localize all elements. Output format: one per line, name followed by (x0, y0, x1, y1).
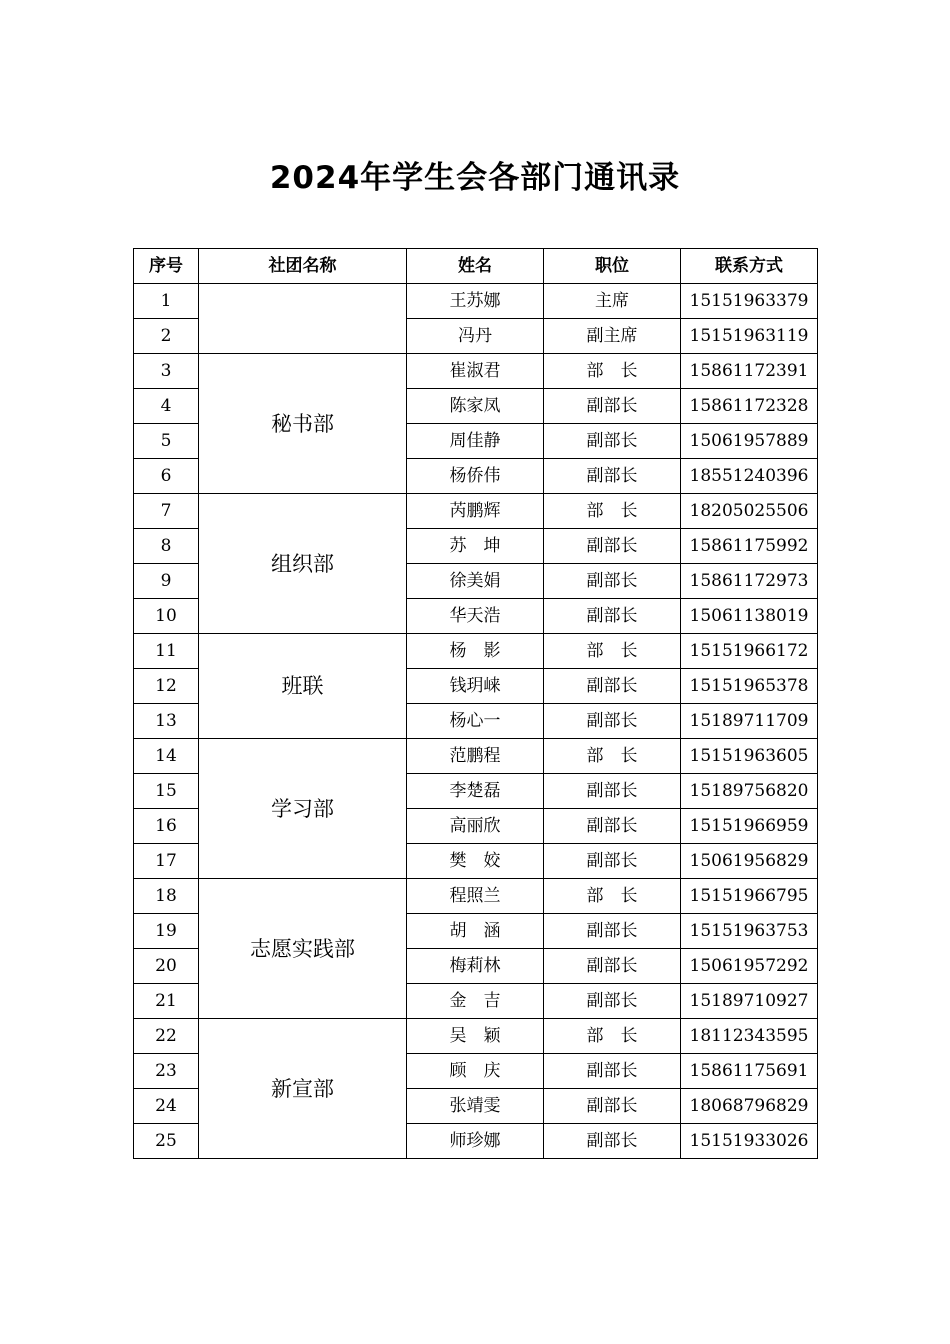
table-body (134, 284, 818, 1159)
phone-cell: 15151965378 (681, 669, 818, 704)
serial-number-cell: 16 (134, 809, 199, 844)
serial-number-cell: 12 (134, 669, 199, 704)
serial-number-cell: 21 (134, 984, 199, 1019)
phone-cell: 15861172973 (681, 564, 818, 599)
position-cell: 副部长 (544, 1124, 681, 1159)
phone-cell: 15861175992 (681, 529, 818, 564)
member-name-cell: 崔淑君 (407, 354, 544, 389)
member-name-cell: 陈家凤 (407, 389, 544, 424)
phone-cell: 15151963119 (681, 319, 818, 354)
member-name-cell: 杨 影 (407, 634, 544, 669)
serial-number-cell: 11 (134, 634, 199, 669)
organization-cell: 组织部 (199, 494, 407, 634)
serial-number-cell: 8 (134, 529, 199, 564)
member-name-cell: 金 吉 (407, 984, 544, 1019)
position-cell: 副部长 (544, 984, 681, 1019)
member-name-cell: 张靖雯 (407, 1089, 544, 1124)
serial-number-cell: 14 (134, 739, 199, 774)
serial-number-cell: 24 (134, 1089, 199, 1124)
organization-cell (199, 284, 407, 354)
organization-cell: 学习部 (199, 739, 407, 879)
position-cell: 副部长 (544, 914, 681, 949)
position-cell: 部 长 (544, 634, 681, 669)
position-cell: 副部长 (544, 599, 681, 634)
position-cell: 副部长 (544, 844, 681, 879)
serial-number-cell: 7 (134, 494, 199, 529)
member-name-cell: 高丽欣 (407, 809, 544, 844)
table-row (134, 879, 818, 914)
table-row (134, 739, 818, 774)
phone-cell: 15151966172 (681, 634, 818, 669)
serial-number-cell: 18 (134, 879, 199, 914)
serial-number-cell: 1 (134, 284, 199, 319)
phone-cell: 15061956829 (681, 844, 818, 879)
table-row (134, 1019, 818, 1054)
contact-table (133, 248, 818, 1159)
member-name-cell: 师珍娜 (407, 1124, 544, 1159)
member-name-cell: 樊 姣 (407, 844, 544, 879)
position-cell: 副部长 (544, 424, 681, 459)
member-name-cell: 梅莉林 (407, 949, 544, 984)
serial-number-cell: 23 (134, 1054, 199, 1089)
serial-number-cell: 10 (134, 599, 199, 634)
phone-cell: 15151933026 (681, 1124, 818, 1159)
phone-cell: 15061957292 (681, 949, 818, 984)
table-row (134, 634, 818, 669)
position-cell: 副部长 (544, 669, 681, 704)
member-name-cell: 杨心一 (407, 704, 544, 739)
position-cell: 部 长 (544, 739, 681, 774)
organization-cell: 新宣部 (199, 1019, 407, 1159)
position-cell: 部 长 (544, 879, 681, 914)
phone-cell: 15151966959 (681, 809, 818, 844)
position-cell: 副部长 (544, 809, 681, 844)
serial-number-cell: 25 (134, 1124, 199, 1159)
serial-number-cell: 15 (134, 774, 199, 809)
position-cell: 副部长 (544, 459, 681, 494)
phone-cell: 15151963379 (681, 284, 818, 319)
phone-cell: 18112343595 (681, 1019, 818, 1054)
phone-cell: 18068796829 (681, 1089, 818, 1124)
serial-number-cell: 6 (134, 459, 199, 494)
member-name-cell: 周佳静 (407, 424, 544, 459)
serial-number-cell: 4 (134, 389, 199, 424)
phone-cell: 18551240396 (681, 459, 818, 494)
serial-number-cell: 17 (134, 844, 199, 879)
phone-cell: 15061138019 (681, 599, 818, 634)
header-serial-number: 序号 (134, 249, 199, 284)
member-name-cell: 程照兰 (407, 879, 544, 914)
page-title: 2024年学生会各部门通讯录 (269, 160, 681, 196)
position-cell: 副部长 (544, 1089, 681, 1124)
position-cell: 副主席 (544, 319, 681, 354)
member-name-cell: 范鹏程 (407, 739, 544, 774)
phone-cell: 15189711709 (681, 704, 818, 739)
position-cell: 部 长 (544, 354, 681, 389)
phone-cell: 15151963605 (681, 739, 818, 774)
member-name-cell: 吴 颖 (407, 1019, 544, 1054)
header-name: 姓名 (407, 249, 544, 284)
serial-number-cell: 22 (134, 1019, 199, 1054)
organization-cell: 秘书部 (199, 354, 407, 494)
phone-cell: 15861172328 (681, 389, 818, 424)
phone-cell: 15861175691 (681, 1054, 818, 1089)
position-cell: 主席 (544, 284, 681, 319)
organization-cell: 志愿实践部 (199, 879, 407, 1019)
position-cell: 副部长 (544, 529, 681, 564)
member-name-cell: 芮鹏辉 (407, 494, 544, 529)
position-cell: 副部长 (544, 1054, 681, 1089)
phone-cell: 15189710927 (681, 984, 818, 1019)
member-name-cell: 苏 坤 (407, 529, 544, 564)
table-row (134, 284, 818, 319)
phone-cell: 15061957889 (681, 424, 818, 459)
organization-cell: 班联 (199, 634, 407, 739)
phone-cell: 15861172391 (681, 354, 818, 389)
member-name-cell: 顾 庆 (407, 1054, 544, 1089)
member-name-cell: 杨侨伟 (407, 459, 544, 494)
member-name-cell: 胡 涵 (407, 914, 544, 949)
table-row (134, 354, 818, 389)
table-row (134, 494, 818, 529)
serial-number-cell: 2 (134, 319, 199, 354)
member-name-cell: 王苏娜 (407, 284, 544, 319)
member-name-cell: 李楚磊 (407, 774, 544, 809)
member-name-cell: 华天浩 (407, 599, 544, 634)
phone-cell: 15151963753 (681, 914, 818, 949)
phone-cell: 15151966795 (681, 879, 818, 914)
member-name-cell: 冯丹 (407, 319, 544, 354)
header-organization: 社团名称 (199, 249, 407, 284)
header-contact: 联系方式 (681, 249, 818, 284)
serial-number-cell: 19 (134, 914, 199, 949)
member-name-cell: 钱玥崃 (407, 669, 544, 704)
position-cell: 副部长 (544, 704, 681, 739)
phone-cell: 15189756820 (681, 774, 818, 809)
member-name-cell: 徐美娟 (407, 564, 544, 599)
phone-cell: 18205025506 (681, 494, 818, 529)
position-cell: 副部长 (544, 949, 681, 984)
position-cell: 副部长 (544, 389, 681, 424)
position-cell: 部 长 (544, 1019, 681, 1054)
header-position: 职位 (544, 249, 681, 284)
serial-number-cell: 20 (134, 949, 199, 984)
serial-number-cell: 5 (134, 424, 199, 459)
table-header-row (134, 249, 818, 284)
position-cell: 副部长 (544, 564, 681, 599)
position-cell: 部 长 (544, 494, 681, 529)
position-cell: 副部长 (544, 774, 681, 809)
serial-number-cell: 3 (134, 354, 199, 389)
serial-number-cell: 13 (134, 704, 199, 739)
serial-number-cell: 9 (134, 564, 199, 599)
